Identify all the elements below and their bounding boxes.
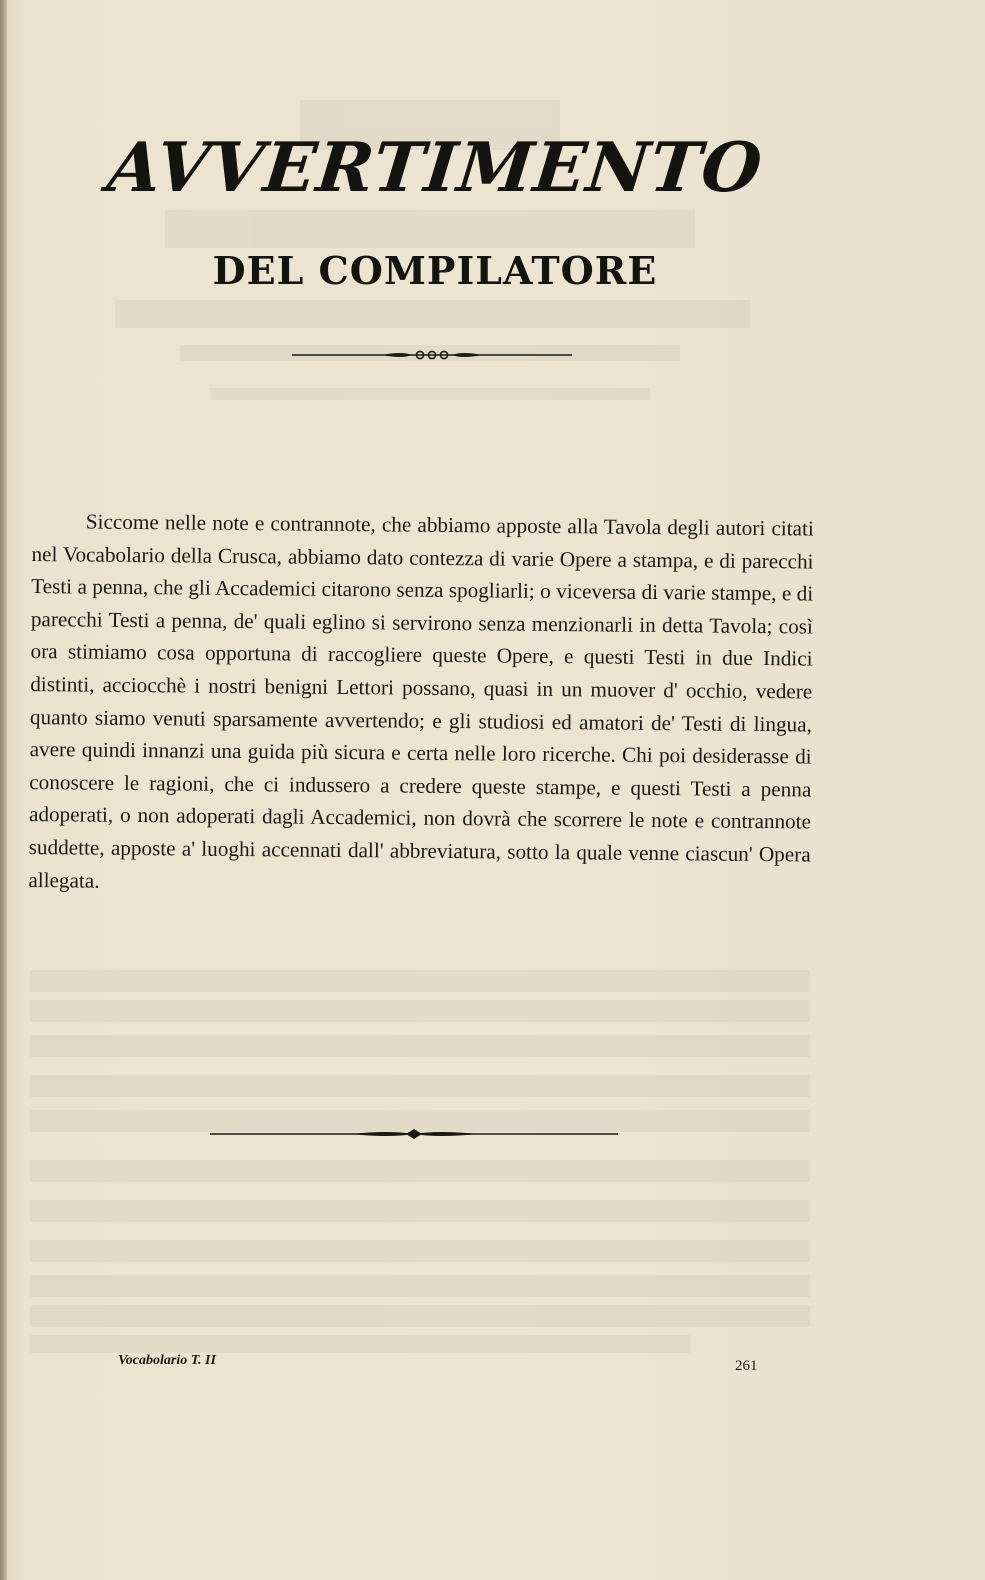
printer-signature: Vocabolario T. II: [118, 1353, 216, 1368]
page-number: 261: [735, 1358, 758, 1374]
body-paragraph: Siccome nelle note e contrannote, che abbiamo apposte alla Tavola degli autori citati nel Vocabolario della Crusca, abbiamo dato contezza di varie Opere a stampa, e di parecchi Testi a penna, che gli Accademici citarono senza spogliarli; o viceversa di varie stampe, e di parecchi Testi a penna, de' quali eglino si servirono senza menzionarli in detta Tavola; così ora stimiamo cosa opportuna di raccogliere queste Opere, e questi Testi in due Indici distinti, acciocchè i nostri benigni Lettori possano, quasi in un muover d' occhio, vedere quanto siamo venuti sparsamente avvertendo; e gli studiosi ed amatori de' Testi di lingua, avere quindi innanzi una guida più sicura e certa nelle loro ricerche. Chi poi desiderasse di conoscere le ragioni, che ci indussero a credere queste stampe, e questi Testi a penna adoperati, o non adoperati dagli Accademici, non dovrà che scorrere le note e contrannote suddette, apposte a' luoghi accennati dall' abbreviatura, sotto la quale venne ciascun' Opera allegata.: [28, 509, 814, 893]
ornament-divider-icon: [292, 345, 572, 365]
page-subtitle: DEL COMPILATORE: [212, 248, 658, 293]
binding-edge: [0, 0, 7, 1580]
ornament-rule-icon: [210, 1124, 618, 1144]
page-title: AVVERTIMENTO: [103, 128, 767, 208]
